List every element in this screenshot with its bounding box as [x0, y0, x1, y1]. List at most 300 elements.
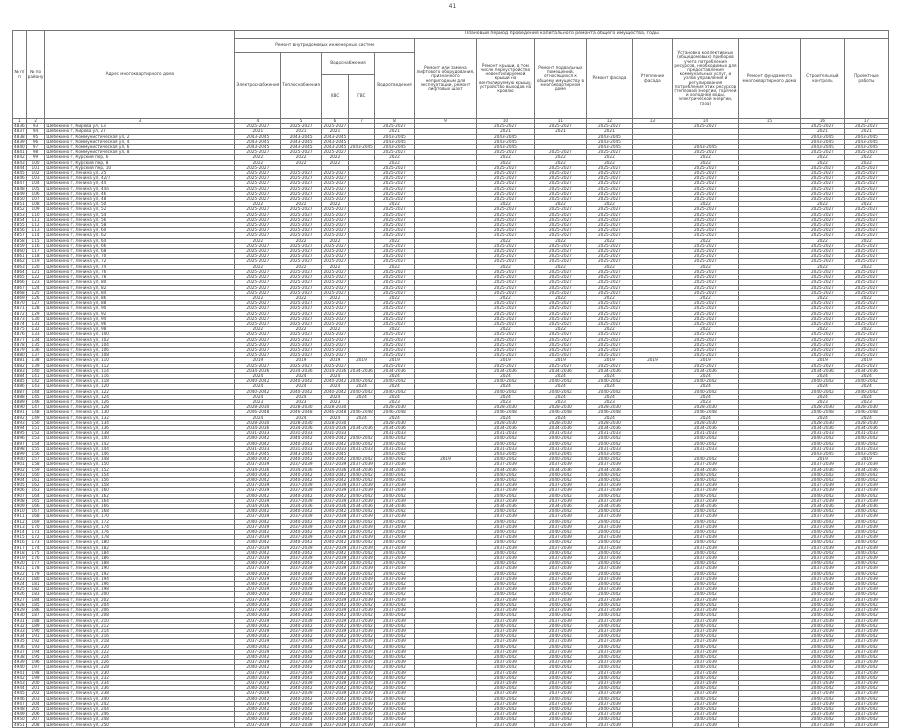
year-cell: 2040-2042 [476, 602, 534, 607]
address-cell: Шебекино г, Ленина ул, 84 [45, 290, 235, 295]
year-cell: 2046-2048 [476, 410, 534, 415]
year-cell: 2025-2027 [844, 176, 888, 181]
year-cell: 2037-2039 [321, 535, 348, 540]
year-cell: 2037-2039 [235, 712, 281, 717]
district-number: 123 [26, 280, 45, 285]
year-cell: 2028-2030 [844, 420, 888, 425]
year-cell: 2025-2027 [800, 233, 844, 238]
address-cell: Шебекино г, Ленина ул, 238 [45, 691, 235, 696]
address-cell: Шебекино г, Ленина ул, 214 [45, 628, 235, 633]
column-number: 13 [632, 119, 672, 124]
year-cell: 2025-2027 [476, 254, 534, 259]
year-cell: 2046-2048 [235, 410, 281, 415]
year-cell: 2022 [321, 155, 348, 160]
year-cell: 2040-2042 [672, 519, 738, 524]
year-cell: 2022 [374, 264, 414, 269]
year-cell: 2037-2039 [235, 556, 281, 561]
year-cell: 2022 [534, 202, 586, 207]
year-cell: 2024 [321, 373, 348, 378]
year-cell: 2034-2036 [374, 425, 414, 430]
year-cell: 2040-2042 [321, 634, 348, 639]
row-number: 4906 [14, 487, 25, 493]
year-cell: 2025-2027 [374, 228, 414, 233]
year-cell: 2025-2027 [476, 212, 534, 217]
address-cell: Шебекино г, Ленина ул, 130 [45, 410, 235, 415]
year-cell: 2040-2042 [672, 675, 738, 680]
district-number: 114 [26, 233, 45, 238]
year-cell: 2025-2027 [534, 171, 586, 176]
row-number: 4875 [14, 326, 25, 332]
year-cell: 2034-2036 [672, 368, 738, 373]
year-cell: 2025-2027 [586, 332, 632, 337]
row-number: 4904 [14, 477, 25, 483]
year-cell: 2040-2042 [281, 654, 322, 659]
header-no-municipal: № по району [26, 31, 45, 119]
year-cell: 2043-2045 [235, 139, 281, 144]
year-cell: 2040-2042 [672, 706, 738, 711]
row-number: 4871 [14, 305, 25, 311]
year-cell: 2040-2042 [374, 550, 414, 555]
year-cell: 2037-2039 [476, 524, 534, 529]
year-cell: 2037-2039 [534, 597, 586, 602]
year-cell: 2037-2039 [534, 498, 586, 503]
year-cell: 2025-2027 [321, 249, 348, 254]
district-number: 122 [26, 275, 45, 280]
year-cell: 2040-2042 [281, 493, 322, 498]
year-cell: 2037-2039 [281, 535, 322, 540]
year-cell: 2040-2042 [844, 654, 888, 659]
year-cell: 2040-2042 [374, 592, 414, 597]
district-number: 188 [26, 618, 45, 623]
year-cell: 2025-2027 [586, 217, 632, 222]
year-cell: 2037-2039 [374, 566, 414, 571]
year-cell: 2040-2042 [672, 665, 738, 670]
year-cell: 2040-2042 [844, 550, 888, 555]
year-cell: 2025-2027 [844, 212, 888, 217]
year-cell: 2037-2039 [281, 670, 322, 675]
year-cell: 2040-2042 [281, 561, 322, 566]
year-cell: 2037-2039 [374, 576, 414, 581]
year-cell: 2040-2042 [374, 654, 414, 659]
year-cell: 2021 [235, 129, 281, 134]
year-cell: 2037-2039 [476, 587, 534, 592]
year-cell: 2025-2027 [374, 342, 414, 347]
year-cell: 2037-2039 [476, 628, 534, 633]
row-number: 4890 [14, 404, 25, 410]
year-cell: 2040-2042 [476, 457, 534, 462]
row-number: 4885 [14, 378, 25, 384]
year-cell: 2025-2027 [534, 363, 586, 368]
year-cell: 2031-2033 [844, 446, 888, 451]
address-cell: Шебекино г, Ленина ул, 144 [45, 446, 235, 451]
year-cell: 2040-2042 [672, 654, 738, 659]
year-cell: 2025-2027 [374, 207, 414, 212]
year-cell: 2037-2039 [374, 488, 414, 493]
year-cell: 2022 [321, 202, 348, 207]
year-cell: 2037-2039 [321, 514, 348, 519]
year-cell: 2043-2045 [235, 145, 281, 150]
row-number: 4855 [14, 222, 25, 228]
district-number: 193 [26, 644, 45, 649]
year-cell: 2040-2042 [235, 571, 281, 576]
year-cell: 2040-2042 [281, 379, 322, 384]
year-cell: 2024 [534, 373, 586, 378]
district-number: 106 [26, 191, 45, 196]
year-cell: 2037-2039 [281, 524, 322, 529]
year-cell: 2040-2042 [374, 686, 414, 691]
district-number: 159 [26, 467, 45, 472]
year-cell: 2040-2042 [350, 623, 373, 628]
year-cell: 2040-2042 [476, 571, 534, 576]
year-cell: 2046-2048 [586, 410, 632, 415]
district-number: 183 [26, 592, 45, 597]
year-cell: 2025-2027 [586, 197, 632, 202]
year-cell: 2025-2027 [374, 311, 414, 316]
year-cell: 2025-2027 [374, 217, 414, 222]
district-number: 165 [26, 498, 45, 503]
year-cell: 2034-2036 [321, 368, 348, 373]
year-cell: 2043-2045 [672, 145, 738, 150]
year-cell: 2040-2042 [350, 581, 373, 587]
row-number: 4884 [14, 373, 25, 378]
year-cell: 2037-2039 [350, 555, 373, 561]
year-cell: 2024 [281, 384, 322, 389]
year-cell: 2043-2045 [586, 452, 632, 457]
row-number: 4865 [14, 274, 25, 280]
year-cell: 2037-2039 [672, 576, 738, 581]
year-cell: 2037-2039 [800, 488, 844, 493]
year-cell: 2040-2042 [534, 706, 586, 711]
year-cell: 2034-2036 [672, 467, 738, 472]
year-cell: 2034-2036 [321, 425, 348, 430]
year-cell: 2024 [844, 394, 888, 399]
year-cell: 2040-2042 [235, 457, 281, 462]
year-cell: 2025-2027 [800, 301, 844, 306]
year-cell: 2040-2042 [235, 706, 281, 711]
year-cell: 2040-2042 [672, 530, 738, 535]
row-number: 4908 [14, 498, 25, 503]
year-cell: 2040-2042 [844, 675, 888, 680]
year-cell: 2040-2042 [672, 613, 738, 618]
district-number: 184 [26, 597, 45, 602]
column-number: 10 [476, 119, 534, 124]
year-cell: 2040-2042 [281, 634, 322, 639]
year-cell: 2025-2027 [321, 217, 348, 222]
year-cell: 2037-2039 [235, 701, 281, 706]
year-cell: 2037-2039 [672, 628, 738, 633]
year-cell: 2040-2042 [534, 654, 586, 659]
row-number: 4859 [14, 243, 25, 248]
year-cell: 2028-2030 [800, 405, 844, 410]
year-cell: 2040-2042 [374, 436, 414, 441]
year-cell: 2040-2042 [844, 602, 888, 607]
year-cell: 2025-2027 [800, 353, 844, 358]
district-number: 156 [26, 452, 45, 457]
district-number: 177 [26, 561, 45, 566]
year-cell: 2022 [800, 202, 844, 207]
year-cell: 2025-2027 [534, 165, 586, 170]
year-cell: 2040-2042 [800, 530, 844, 535]
year-cell: 2040-2042 [321, 654, 348, 659]
year-cell: 2025-2027 [534, 243, 586, 248]
year-cell: 2031-2033 [800, 446, 844, 451]
district-number: 119 [26, 259, 45, 264]
year-cell: 2025-2027 [281, 316, 322, 321]
row-number: 4901 [14, 461, 25, 467]
year-cell: 2040-2042 [350, 477, 373, 483]
year-cell: 2025-2027 [235, 290, 281, 295]
year-cell: 2028-2030 [321, 405, 348, 410]
district-number: 179 [26, 571, 45, 576]
year-cell: 2022 [235, 295, 281, 300]
year-cell: 2025-2027 [281, 285, 322, 290]
address-cell: Шебекино г, Ленина ул, 44а [45, 186, 235, 191]
year-cell: 2040-2042 [800, 582, 844, 587]
year-cell: 2037-2039 [476, 680, 534, 685]
year-cell: 2019 [476, 358, 534, 363]
year-cell: 2037-2039 [281, 680, 322, 685]
year-cell: 2037-2039 [534, 556, 586, 561]
year-cell: 2034-2036 [800, 504, 844, 509]
row-number: 4916 [14, 539, 25, 545]
year-cell: 2037-2039 [586, 488, 632, 493]
year-cell: 2037-2039 [672, 483, 738, 488]
year-cell: 2025-2027 [844, 316, 888, 321]
year-cell: 2037-2039 [844, 639, 888, 644]
year-cell: 2037-2039 [476, 597, 534, 602]
row-number: 4880 [14, 352, 25, 358]
year-cell: 2037-2039 [672, 691, 738, 696]
year-cell: 2025-2027 [281, 306, 322, 311]
year-cell: 2034-2036 [586, 425, 632, 430]
year-cell: 2025-2027 [844, 124, 888, 129]
district-number: 134 [26, 337, 45, 342]
district-number: 130 [26, 316, 45, 321]
year-cell: 2037-2039 [476, 691, 534, 696]
address-cell: Шебекино г, Ленина ул, 64 [45, 238, 235, 243]
year-cell: 2040-2042 [844, 441, 888, 446]
row-number: 4915 [14, 534, 25, 540]
year-cell: 2040-2042 [350, 550, 373, 555]
year-cell: 2037-2039 [800, 608, 844, 613]
district-number: 112 [26, 223, 45, 228]
year-cell: 2040-2042 [281, 717, 322, 722]
year-cell: 2037-2039 [476, 639, 534, 644]
year-cell: 2021 [476, 129, 534, 134]
year-cell: 2040-2042 [350, 696, 373, 701]
year-cell: 2037-2039 [672, 566, 738, 571]
year-cell: 2037-2039 [235, 680, 281, 685]
year-cell: 2040-2042 [800, 519, 844, 524]
year-cell: 2025-2027 [800, 212, 844, 217]
year-cell: 2040-2042 [586, 472, 632, 477]
year-cell: 2043-2045 [476, 452, 534, 457]
year-cell: 2037-2039 [672, 680, 738, 685]
year-cell: 2025-2027 [281, 181, 322, 186]
year-cell: 2025-2027 [672, 301, 738, 306]
year-cell: 2040-2042 [844, 519, 888, 524]
year-cell: 2022 [534, 238, 586, 243]
year-cell: 2037-2039 [844, 680, 888, 685]
year-cell: 2025-2027 [672, 363, 738, 368]
year-cell: 2037-2039 [321, 545, 348, 550]
year-cell: 2040-2042 [672, 571, 738, 576]
year-cell: 2025-2027 [374, 347, 414, 352]
year-cell: 2031-2033 [672, 431, 738, 436]
year-cell: 2040-2042 [476, 592, 534, 597]
year-cell: 2040-2042 [350, 435, 373, 441]
year-cell: 2037-2039 [672, 488, 738, 493]
address-cell: Шебекино г, Ленина ул, 188 [45, 561, 235, 566]
year-cell: 2037-2039 [235, 649, 281, 654]
year-cell: 2040-2042 [844, 509, 888, 514]
year-cell: 2037-2039 [844, 462, 888, 467]
year-cell: 2024 [800, 394, 844, 399]
year-cell: 2040-2042 [672, 509, 738, 514]
year-cell: 2040-2042 [321, 592, 348, 597]
year-cell: 2025-2027 [672, 233, 738, 238]
year-cell: 2025-2027 [235, 301, 281, 306]
year-cell: 2025-2027 [672, 150, 738, 155]
district-number: 101 [26, 165, 45, 170]
year-cell: 2025-2027 [844, 243, 888, 248]
year-cell: 2025-2027 [534, 191, 586, 196]
year-cell: 2022 [235, 160, 281, 165]
year-cell: 2022 [844, 202, 888, 207]
year-cell: 2037-2039 [321, 691, 348, 696]
header-heat: Теплоснабжения [281, 53, 322, 119]
year-cell: 2025-2027 [374, 363, 414, 368]
row-number: 4868 [14, 290, 25, 295]
year-cell: 2037-2039 [586, 660, 632, 665]
year-cell: 2037-2039 [281, 608, 322, 613]
district-number: 166 [26, 504, 45, 509]
year-cell: 2040-2042 [534, 634, 586, 639]
year-cell: 2040-2042 [374, 472, 414, 477]
year-cell: 2037-2039 [321, 597, 348, 602]
year-cell: 2040-2042 [844, 644, 888, 649]
year-cell: 2022 [374, 160, 414, 165]
district-number: 150 [26, 420, 45, 425]
year-cell: 2040-2042 [281, 696, 322, 701]
year-cell: 2037-2039 [844, 670, 888, 675]
address-cell: Шебекино г, Ленина ул, 210 [45, 618, 235, 623]
year-cell: 2040-2042 [235, 592, 281, 597]
year-cell: 2022 [672, 264, 738, 269]
year-cell: 2037-2039 [844, 618, 888, 623]
year-cell: 2034-2036 [321, 467, 348, 472]
year-cell: 2031-2033 [235, 431, 281, 436]
year-cell: 2040-2042 [374, 379, 414, 384]
address-cell: Шебекино г, Ленина ул, 224 [45, 654, 235, 659]
year-cell: 2019 [800, 358, 844, 363]
year-cell: 2034-2036 [534, 467, 586, 472]
year-cell: 2037-2039 [321, 722, 348, 727]
year-cell: 2025-2027 [321, 233, 348, 238]
year-cell: 2040-2042 [800, 686, 844, 691]
year-cell: 2037-2039 [235, 535, 281, 540]
year-cell: 2040-2042 [235, 623, 281, 628]
row-number: 4843 [14, 160, 25, 165]
row-number: 4930 [14, 612, 25, 618]
year-cell: 2025-2027 [844, 259, 888, 264]
year-cell: 2040-2042 [534, 457, 586, 462]
year-cell: 2037-2039 [534, 524, 586, 529]
address-cell: Шебекино г, Ленина ул, 176 [45, 530, 235, 535]
year-cell: 2040-2042 [586, 478, 632, 483]
year-cell: 2037-2039 [672, 462, 738, 467]
year-cell: 2025-2027 [844, 249, 888, 254]
address-cell: Шебекино г, Ленина ул, 206 [45, 608, 235, 613]
address-cell: Шебекино г, Ленина ул, 220 [45, 644, 235, 649]
year-cell: 2037-2039 [586, 618, 632, 623]
year-cell: 2040-2042 [800, 436, 844, 441]
address-cell: Шебекино г, Ленина ул, 106 [45, 347, 235, 352]
district-number: 197 [26, 665, 45, 670]
year-cell: 2037-2039 [350, 498, 373, 503]
year-cell: 2046-2048 [534, 410, 586, 415]
district-number: 160 [26, 472, 45, 477]
year-cell: 2025-2027 [235, 176, 281, 181]
year-cell: 2040-2042 [321, 478, 348, 483]
year-cell: 2025-2027 [672, 171, 738, 176]
year-cell: 2040-2042 [672, 478, 738, 483]
year-cell: 2025-2027 [586, 191, 632, 196]
year-cell: 2040-2042 [800, 717, 844, 722]
year-cell: 2025-2027 [800, 124, 844, 129]
year-cell: 2043-2045 [374, 145, 414, 150]
year-cell: 2040-2042 [350, 612, 373, 618]
year-cell: 2040-2042 [534, 686, 586, 691]
year-cell: 2024 [348, 394, 374, 399]
year-cell: 2037-2039 [350, 722, 373, 727]
year-cell: 2025-2027 [281, 353, 322, 358]
year-cell: 2040-2042 [321, 472, 348, 477]
row-number: 4900 [14, 456, 25, 462]
row-number: 4872 [14, 311, 25, 316]
year-cell: 2040-2042 [534, 550, 586, 555]
year-cell: 2022 [844, 264, 888, 269]
year-cell: 2040-2042 [476, 509, 534, 514]
year-cell: 2040-2042 [281, 457, 322, 462]
year-cell: 2037-2039 [586, 483, 632, 488]
repair-schedule-table [12, 30, 889, 728]
address-cell: Шебекино г, Ленина ул, 68 [45, 249, 235, 254]
year-cell: 2040-2042 [235, 478, 281, 483]
year-cell: 2025-2027 [235, 316, 281, 321]
year-cell: 2025-2027 [476, 217, 534, 222]
year-cell: 2025-2027 [586, 259, 632, 264]
year-cell: 2040-2042 [534, 561, 586, 566]
year-cell: 2025-2027 [586, 337, 632, 342]
district-number: 157 [26, 457, 45, 462]
district-number: 95 [26, 134, 45, 139]
year-cell: 2024 [800, 415, 844, 420]
year-cell: 2034-2036 [235, 368, 281, 373]
year-cell: 2034-2036 [844, 425, 888, 430]
year-cell: 2028-2030 [374, 405, 414, 410]
year-cell: 2040-2042 [672, 717, 738, 722]
year-cell: 2037-2039 [235, 488, 281, 493]
year-cell: 2022 [586, 264, 632, 269]
year-cell: 2021 [586, 129, 632, 134]
row-number: 4933 [14, 628, 25, 633]
header-plan-title: Плановый период проведения капитального ремонта общего имущества, годы [235, 31, 889, 39]
year-cell: 2037-2039 [586, 712, 632, 717]
year-cell: 2037-2039 [476, 722, 534, 727]
year-cell: 2040-2042 [374, 602, 414, 607]
row-number: 4882 [14, 363, 25, 368]
